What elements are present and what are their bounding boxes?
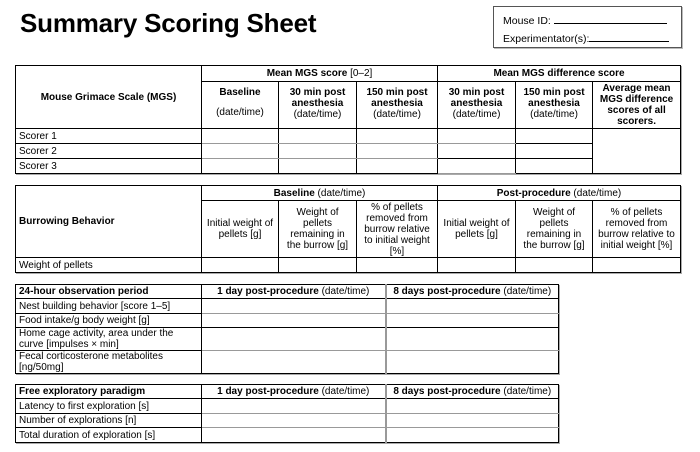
col-sub: (date/time) <box>373 109 421 120</box>
cell[interactable] <box>516 159 593 174</box>
exploratory-table <box>15 384 559 443</box>
cell[interactable] <box>279 129 357 144</box>
group-bold: Post-procedure <box>496 187 571 199</box>
burrowing-table <box>15 185 681 273</box>
average-cell[interactable] <box>593 129 681 174</box>
table-row <box>16 258 681 273</box>
experimentators-field[interactable] <box>589 32 669 42</box>
cell[interactable] <box>516 144 593 159</box>
cell[interactable] <box>386 399 559 414</box>
col-sub: (date/time) <box>293 109 342 120</box>
row-label: Number of explorations [n] <box>16 414 202 428</box>
cell[interactable] <box>386 414 559 428</box>
burrowing-group-post <box>438 186 681 201</box>
mouse-id-line <box>503 14 667 27</box>
row-label: Home cage activity, area under the curve [impulses × min] <box>16 328 202 351</box>
cell[interactable] <box>593 258 681 273</box>
col-label: 150 min post anesthesia <box>366 87 428 109</box>
mgs-group-difference-score: Mean MGS difference score <box>438 66 681 82</box>
cell[interactable] <box>386 314 559 328</box>
cell[interactable] <box>202 159 279 174</box>
exploratory-header: Free exploratory paradigm <box>16 385 202 399</box>
id-box <box>493 6 682 48</box>
row-label: Latency to first exploration [s] <box>16 399 202 414</box>
table-row <box>16 399 559 414</box>
table-row <box>16 428 559 443</box>
col-normal: (date/time) <box>500 386 552 397</box>
table-row <box>16 299 559 314</box>
cell[interactable] <box>202 414 386 428</box>
col-bold: 1 day post-procedure <box>217 386 319 397</box>
mgs-table <box>15 65 681 174</box>
cell[interactable] <box>202 351 386 374</box>
cell[interactable] <box>516 258 593 273</box>
burrowing-row-header: Burrowing Behavior <box>16 186 202 258</box>
col-label: Baseline <box>219 87 261 98</box>
cell[interactable] <box>386 351 559 374</box>
col-normal: (date/time) <box>500 286 552 297</box>
col-normal: (date/time) <box>318 386 370 397</box>
cell[interactable] <box>386 428 559 443</box>
cell[interactable] <box>279 159 357 174</box>
mgs-col-average: Average mean MGS difference scores of all scorers. <box>593 82 681 129</box>
cell[interactable] <box>386 299 559 314</box>
row-label: Scorer 3 <box>16 159 202 174</box>
cell[interactable] <box>438 144 516 159</box>
cell[interactable] <box>357 144 438 159</box>
cell[interactable] <box>438 258 516 273</box>
group-normal: (date/time) <box>314 187 366 199</box>
row-label: Food intake/g body weight [g] <box>16 314 202 328</box>
col-label: 30 min post anesthesia <box>448 87 505 109</box>
mgs-diff-col-150min <box>516 82 593 129</box>
row-label: Fecal corticosterone metabolites [ng/50mg] <box>16 351 202 374</box>
mgs-group-mean-score <box>202 66 438 82</box>
mgs-diff-col-30min <box>438 82 516 129</box>
table-row <box>16 314 559 328</box>
row-label: Nest building behavior [score 1–5] <box>16 299 202 314</box>
cell[interactable] <box>357 159 438 174</box>
burrowing-group-baseline <box>202 186 438 201</box>
col-normal: (date/time) <box>318 286 370 297</box>
cell[interactable] <box>516 129 593 144</box>
col-bold: 8 days post-procedure <box>393 286 501 297</box>
cell[interactable] <box>202 399 386 414</box>
cell[interactable] <box>202 129 279 144</box>
mgs-col-150min <box>357 82 438 129</box>
burrowing-col: Initial weight of pellets [g] <box>438 201 516 258</box>
table-row <box>16 414 559 428</box>
cell[interactable] <box>202 299 386 314</box>
burrowing-col: Initial weight of pellets [g] <box>202 201 279 258</box>
table-row <box>16 129 681 144</box>
col-sub: (date/time) <box>530 109 578 120</box>
cell[interactable] <box>438 129 516 144</box>
observation-header: 24-hour observation period <box>16 285 202 299</box>
col-bold: 8 days post-procedure <box>393 386 501 397</box>
cell[interactable] <box>202 258 279 273</box>
mgs-col-30min <box>279 82 357 129</box>
burrowing-col: Weight of pellets remaining in the burrow [g] <box>516 201 593 258</box>
burrowing-col: Weight of pellets remaining in the burrow [g] <box>279 201 357 258</box>
col-sub: (date/time) <box>452 109 501 120</box>
observation-col-8days <box>386 285 559 299</box>
observation-table <box>15 284 559 374</box>
mgs-group1-range: [0–2] <box>347 68 373 79</box>
cell[interactable] <box>202 428 386 443</box>
experimentators-line <box>503 32 669 45</box>
page-title: Summary Scoring Sheet <box>20 8 317 38</box>
table-row <box>16 328 559 351</box>
cell[interactable] <box>279 258 357 273</box>
group-bold: Baseline <box>273 187 315 199</box>
row-label: Scorer 1 <box>16 129 202 144</box>
table-row <box>16 144 681 159</box>
cell[interactable] <box>357 129 438 144</box>
cell[interactable] <box>438 159 516 174</box>
row-label: Scorer 2 <box>16 144 202 159</box>
cell[interactable] <box>202 328 386 351</box>
cell[interactable] <box>386 328 559 351</box>
cell[interactable] <box>279 144 357 159</box>
col-sub: (date/time) <box>216 107 264 118</box>
burrowing-col: % of pellets removed from burrow relative to initial weight [%] <box>357 201 438 258</box>
experimentators-label: Experimentator(s): <box>503 33 590 45</box>
mgs-group1-bold: Mean MGS score <box>266 68 348 79</box>
exploratory-col-8days <box>386 385 559 399</box>
mgs-row-header: Mouse Grimace Scale (MGS) <box>16 66 202 129</box>
row-label: Weight of pellets <box>16 258 202 273</box>
cell[interactable] <box>357 258 438 273</box>
table-row <box>16 351 559 374</box>
exploratory-col-1day <box>202 385 386 399</box>
col-bold: 1 day post-procedure <box>217 286 319 297</box>
mouse-id-field[interactable] <box>554 14 667 24</box>
cell[interactable] <box>202 314 386 328</box>
table-row <box>16 159 681 174</box>
cell[interactable] <box>202 144 279 159</box>
observation-col-1day <box>202 285 386 299</box>
col-label: 30 min post anesthesia <box>289 87 346 109</box>
burrowing-col: % of pellets removed from burrow relative to initial weight [%] <box>593 201 681 258</box>
col-label: 150 min post anesthesia <box>523 87 585 109</box>
group-normal: (date/time) <box>570 187 622 199</box>
mgs-col-baseline <box>202 82 279 129</box>
mouse-id-label: Mouse ID: <box>503 15 551 27</box>
row-label: Total duration of exploration [s] <box>16 428 202 443</box>
